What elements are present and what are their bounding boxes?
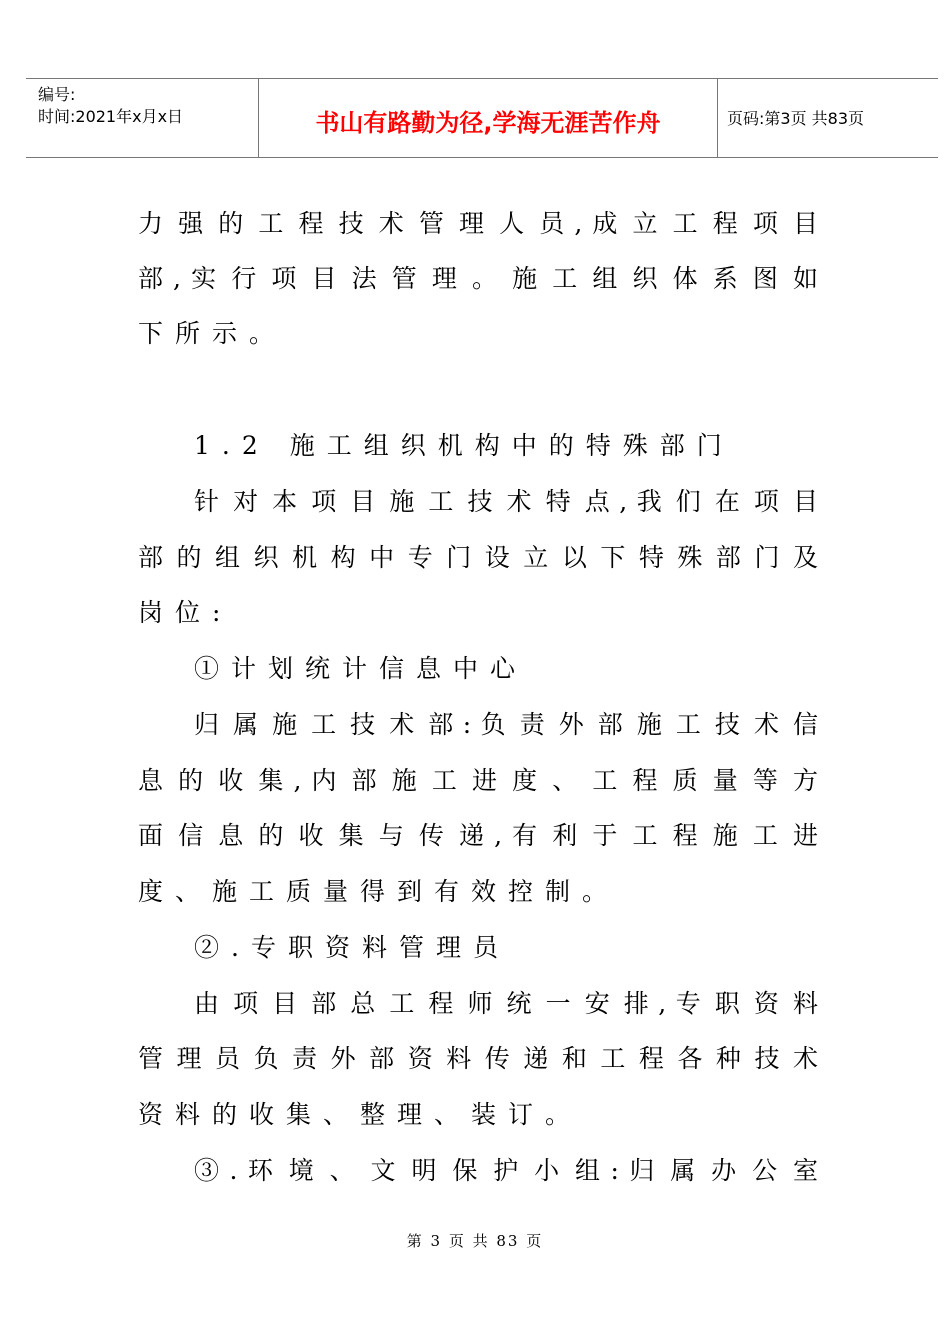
body-line-11: 面 信 息 的 收 集 与 传 递 , 有 利 于 工 程 施 工 进 <box>138 821 818 850</box>
body-line-1: 力 强 的 工 程 技 术 管 理 人 员 , 成 立 工 程 项 目 <box>138 209 818 238</box>
section-heading: 1.2 施工组织机构中的特殊部门 <box>194 431 734 460</box>
body-line-16: 资料的收集、整理、装订。 <box>138 1100 583 1129</box>
body-line-14: 由 项 目 部 总 工 程 师 统 一 安 排 , 专 职 资 料 <box>194 989 818 1018</box>
body-line-2: 部 , 实 行 项 目 法 管 理 。 施 工 组 织 体 系 图 如 <box>138 264 818 293</box>
document-time-label: 时间:2021年x月x日 <box>38 107 184 126</box>
item-heading-1: ①计划统计信息中心 <box>194 654 528 683</box>
document-number-label: 编号: <box>38 85 76 104</box>
item-heading-2: ②.专职资料管理员 <box>194 933 510 962</box>
body-line-6: 部 的 组 织 机 构 中 专 门 设 立 以 下 特 殊 部 门 及 <box>138 543 818 572</box>
item-heading-3: ③ . 环 境 、 文 明 保 护 小 组 : 归 属 办 公 室 <box>194 1156 818 1185</box>
body-line-7: 岗位: <box>138 598 233 627</box>
page-footer: 第 3 页 共 83 页 <box>406 1232 544 1250</box>
body-line-12: 度、施工质量得到有效控制。 <box>138 877 620 906</box>
header-motto: 书山有路勤为径,学海无涯苦作舟 <box>315 109 661 137</box>
body-line-10: 息 的 收 集 , 内 部 施 工 进 度 、 工 程 质 量 等 方 <box>138 766 818 795</box>
body-line-9: 归 属 施 工 技 术 部 : 负 责 外 部 施 工 技 术 信 <box>194 710 818 739</box>
header-page-info: 页码:第3页 共83页 <box>727 109 865 128</box>
body-line-5: 针 对 本 项 目 施 工 技 术 特 点 , 我 们 在 项 目 <box>194 487 818 516</box>
body-line-3: 下所示。 <box>138 319 287 348</box>
body-line-15: 管 理 员 负 责 外 部 资 料 传 递 和 工 程 各 种 技 术 <box>138 1044 818 1073</box>
